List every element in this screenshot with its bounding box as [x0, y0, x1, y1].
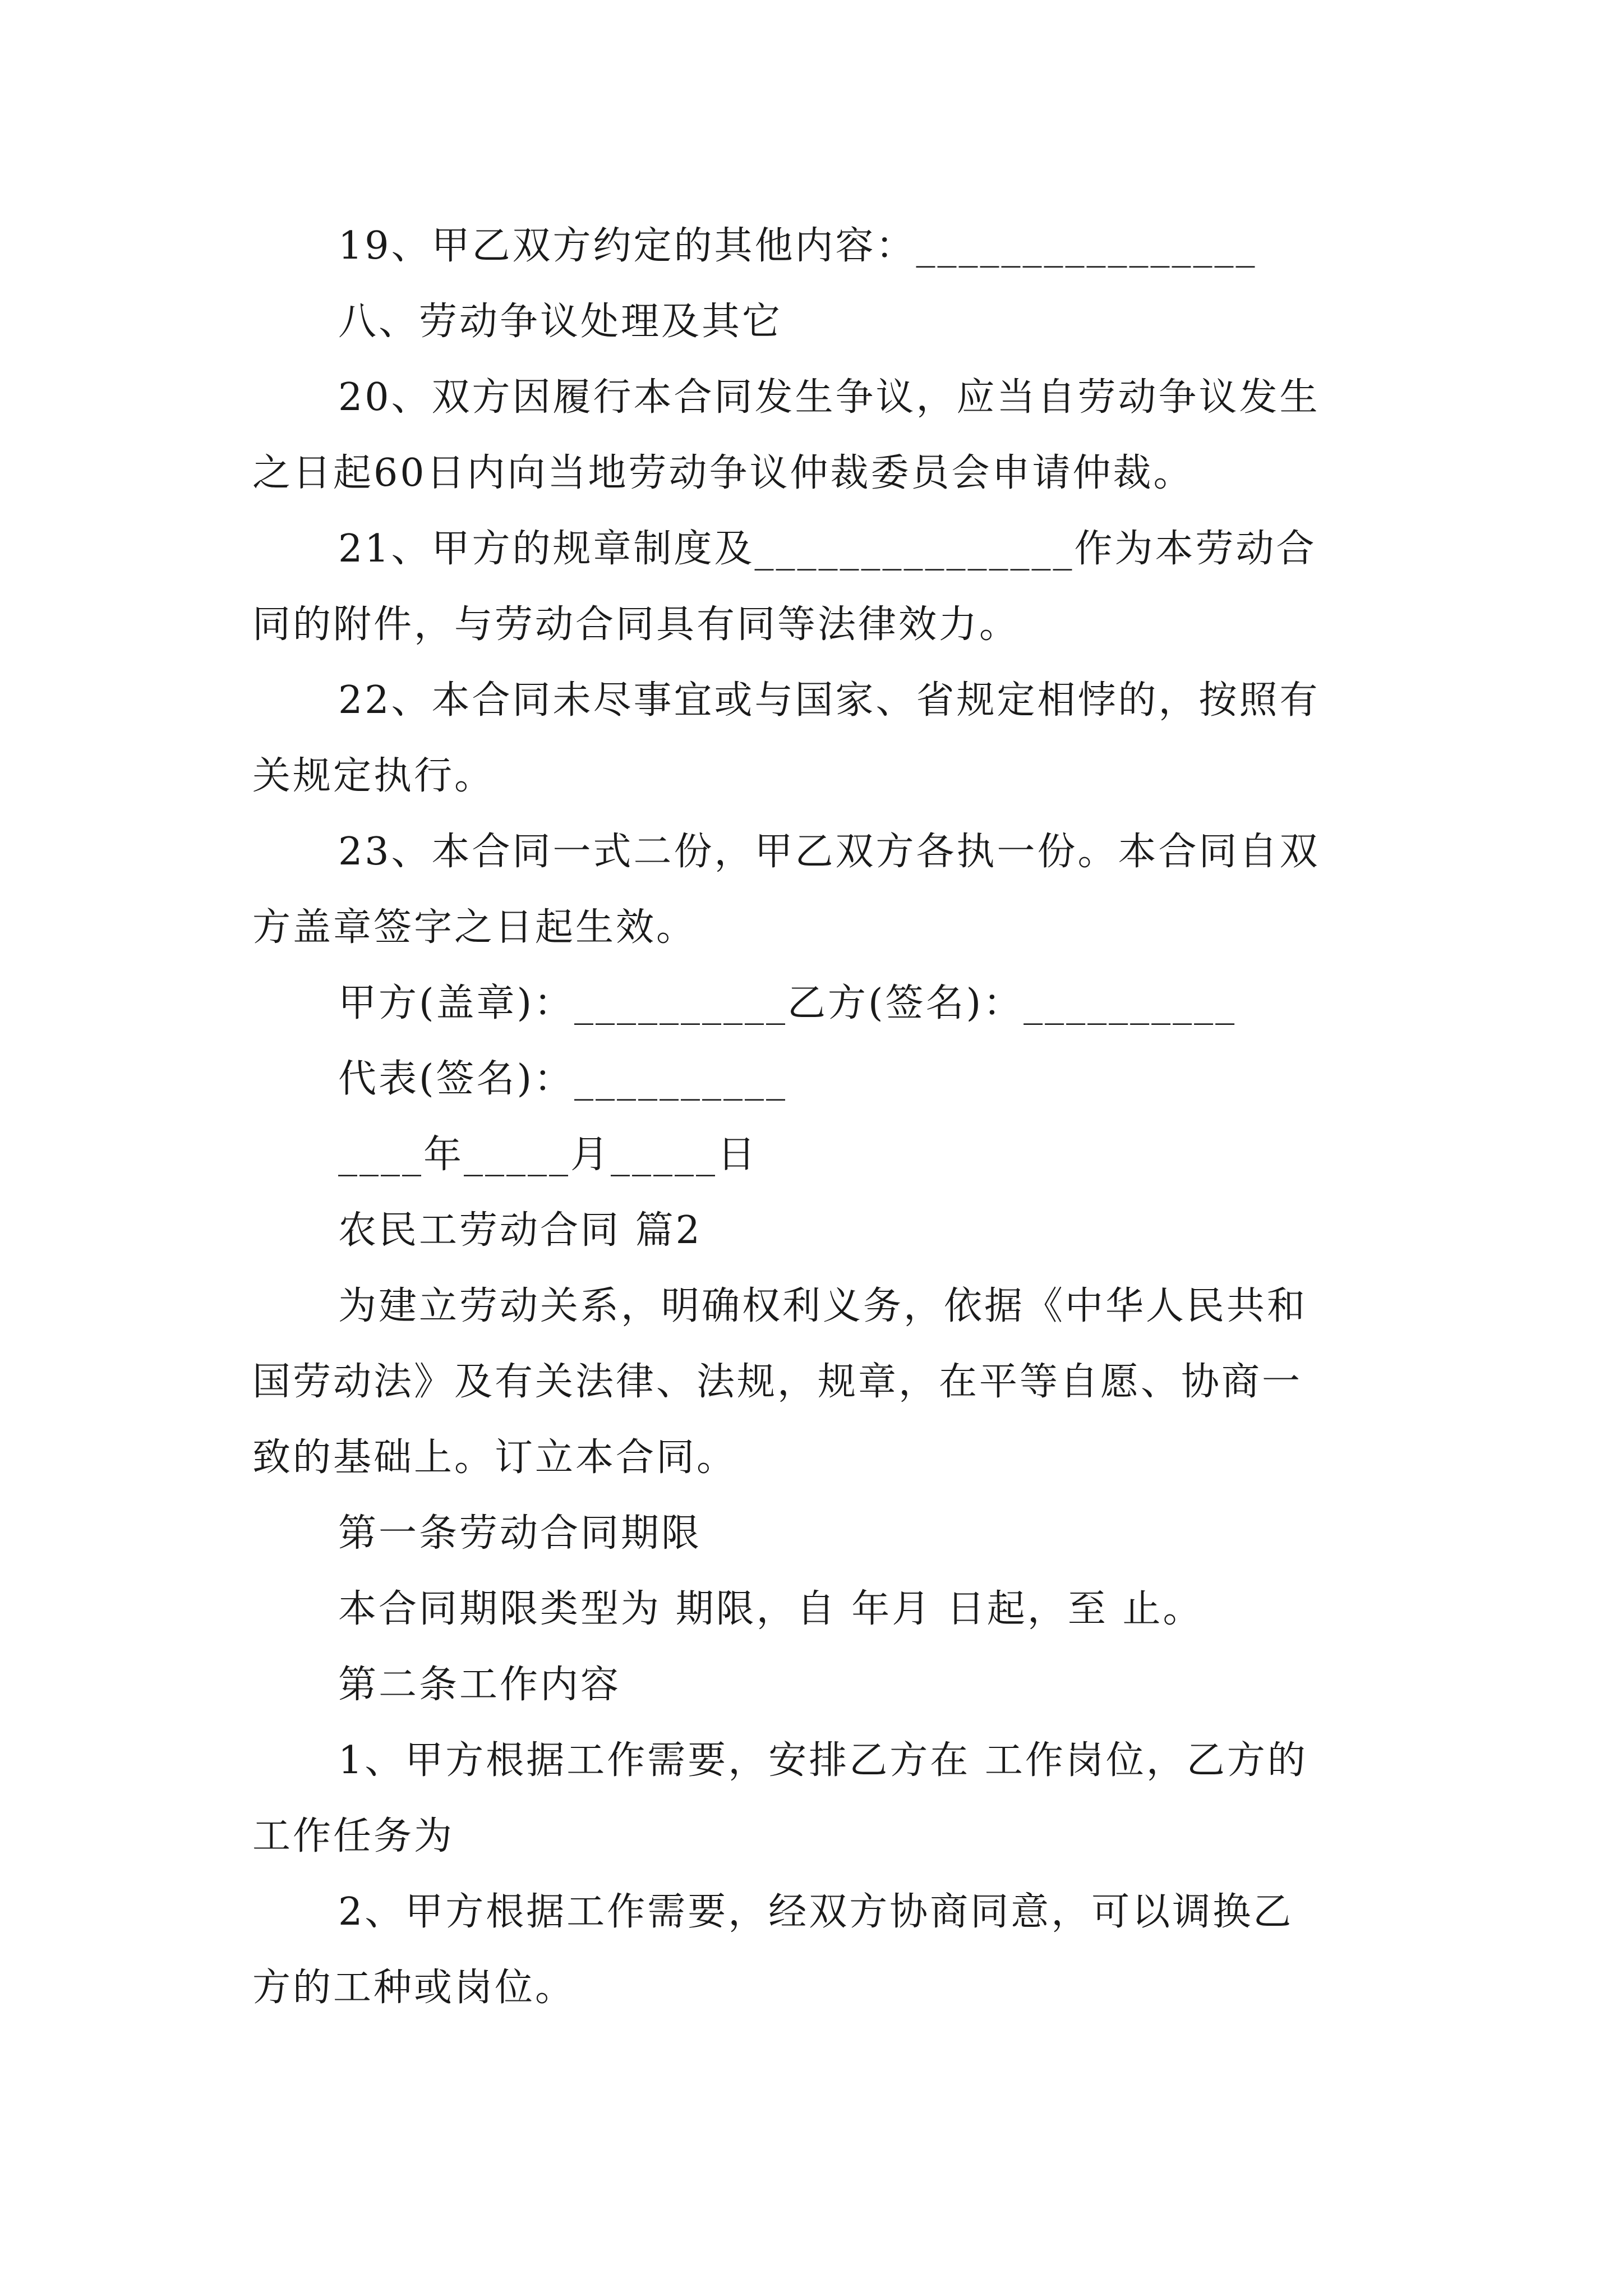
preamble-line-c: 致的基础上。订立本合同。 — [252, 1435, 737, 1480]
paragraph-line-23b: 方盖章签字之日起生效。 — [252, 905, 697, 950]
paragraph-line-20a: 20、双方因履行本合同发生争议，应当自劳动争议发生 — [338, 375, 1320, 420]
signature-line-parties: 甲方(盖章)：__________乙方(签名)：__________ — [338, 981, 1237, 1025]
article-2-heading: 第二条工作内容 — [338, 1663, 621, 1707]
paragraph-line-21a: 21、甲方的规章制度及_______________作为本劳动合 — [338, 527, 1317, 571]
article-2-item-2b: 方的工种或岗位。 — [252, 1966, 576, 2010]
paragraph-line-20b: 之日起60日内向当地劳动争议仲裁委员会申请仲裁。 — [252, 451, 1194, 495]
signature-line-representative: 代表(签名)：__________ — [338, 1057, 788, 1101]
article-2-item-1b: 工作任务为 — [252, 1814, 455, 1858]
preamble-line-b: 国劳动法》及有关法律、法规，规章，在平等自愿、协商一 — [252, 1360, 1303, 1404]
paragraph-line-22b: 关规定执行。 — [252, 754, 495, 798]
contract-title-2: 农民工劳动合同 篇2 — [338, 1208, 702, 1253]
paragraph-line-22a: 22、本合同未尽事宜或与国家、省规定相悖的，按照有 — [338, 678, 1320, 723]
date-line: ____年_____月_____日 — [338, 1133, 758, 1177]
paragraph-line-19: 19、甲乙双方约定的其他内容：________________ — [338, 224, 1257, 268]
paragraph-line-21b: 同的附件，与劳动合同具有同等法律效力。 — [252, 602, 1020, 647]
preamble-line-a: 为建立劳动关系，明确权利义务，依据《中华人民共和 — [338, 1284, 1308, 1328]
paragraph-line-23a: 23、本合同一式二份，甲乙双方各执一份。本合同自双 — [338, 830, 1320, 874]
article-2-item-1a: 1、甲方根据工作需要，安排乙方在 工作岗位，乙方的 — [338, 1738, 1308, 1783]
article-1-term: 本合同期限类型为 期限，自 年月 日起，至 止。 — [338, 1587, 1204, 1631]
article-2-item-2a: 2、甲方根据工作需要，经双方协商同意，可以调换乙 — [338, 1890, 1294, 1934]
article-1-heading: 第一条劳动合同期限 — [338, 1511, 702, 1556]
section-heading-8: 八、劳动争议处理及其它 — [338, 300, 783, 344]
